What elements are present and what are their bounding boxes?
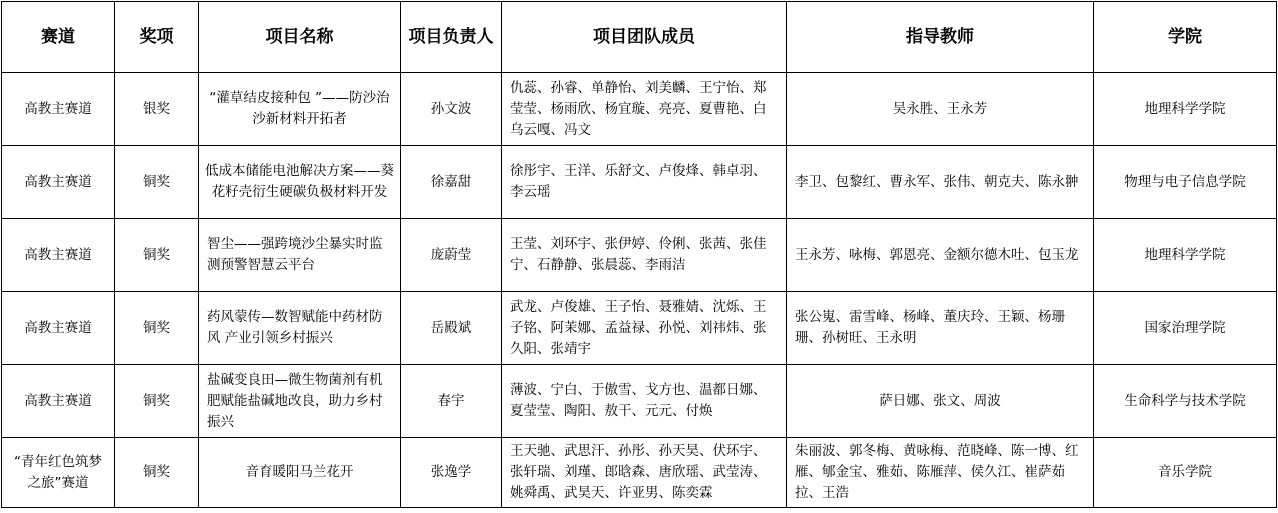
- cell-leader: 孙文波: [401, 73, 502, 146]
- header-advisors: 指导教师: [787, 2, 1094, 73]
- cell-members: 仇蕊、孙睿、单静怡、刘美麟、王宁怡、郑莹莹、杨雨欣、杨宜璇、亮亮、夏曹艳、白乌云嘎、冯文: [502, 73, 787, 146]
- cell-project: 低成本储能电池解决方案——葵花籽壳衍生硬碳负极材料开发: [199, 146, 401, 219]
- cell-advisors: 吴永胜、王永芳: [787, 73, 1094, 146]
- cell-leader: 春宇: [401, 365, 502, 438]
- cell-award: 铜奖: [115, 219, 199, 292]
- cell-advisors: 萨日娜、张文、周波: [787, 365, 1094, 438]
- header-award: 奖项: [115, 2, 199, 73]
- cell-project: 盐碱变良田—微生物菌剂有机肥赋能盐碱地改良，助力乡村振兴: [199, 365, 401, 438]
- header-college: 学院: [1094, 2, 1277, 73]
- cell-track: 高教主赛道: [2, 292, 115, 365]
- cell-college: 地理科学学院: [1094, 219, 1277, 292]
- cell-advisors: 王永芳、咏梅、郭恩亮、金额尔德木吐、包玉龙: [787, 219, 1094, 292]
- cell-college: 生命科学与技术学院: [1094, 365, 1277, 438]
- cell-college: 地理科学学院: [1094, 73, 1277, 146]
- cell-award: 铜奖: [115, 146, 199, 219]
- cell-track: 高教主赛道: [2, 365, 115, 438]
- cell-leader: 岳殿斌: [401, 292, 502, 365]
- table-row: [2, 365, 1277, 438]
- cell-award: 铜奖: [115, 365, 199, 438]
- table-row: [2, 438, 1277, 508]
- table-row: [2, 292, 1277, 365]
- cell-members: 武龙、卢俊雄、王子怡、聂雅婧、沈烁、王子铭、阿茉娜、孟益禄、孙悦、刘祎炜、张久阳、张靖宇: [502, 292, 787, 365]
- cell-members: 徐彤宇、王洋、乐舒文、卢俊烽、韩卓羽、李云瑶: [502, 146, 787, 219]
- cell-leader: 徐嘉甜: [401, 146, 502, 219]
- cell-track: 高教主赛道: [2, 73, 115, 146]
- table-row: [2, 146, 1277, 219]
- cell-project: 音育暖阳马兰花开: [199, 438, 401, 508]
- awards-table: [1, 1, 1277, 508]
- cell-award: 银奖: [115, 73, 199, 146]
- cell-college: 国家治理学院: [1094, 292, 1277, 365]
- header-leader: 项目负责人: [401, 2, 502, 73]
- cell-award: 铜奖: [115, 292, 199, 365]
- cell-advisors: 朱丽波、郭冬梅、黄咏梅、范晓峰、陈一博、红雁、郇金宝、雅茹、陈雁萍、侯久江、崔萨茹拉、王浩: [787, 438, 1094, 508]
- cell-project: 药风蒙传—数智赋能中药材防风 产业引领乡村振兴: [199, 292, 401, 365]
- header-project: 项目名称: [199, 2, 401, 73]
- cell-college: 音乐学院: [1094, 438, 1277, 508]
- cell-project: 智尘——强跨境沙尘暴实时监测预警智慧云平台: [199, 219, 401, 292]
- cell-leader: 庞蔚莹: [401, 219, 502, 292]
- header-row: [2, 2, 1277, 73]
- cell-advisors: 张公嵬、雷雪峰、杨峰、董庆玲、王颖、杨珊珊、孙树旺、王永明: [787, 292, 1094, 365]
- cell-advisors: 李卫、包黎红、曹永军、张伟、朝克夫、陈永翀: [787, 146, 1094, 219]
- table-row: [2, 73, 1277, 146]
- cell-college: 物理与电子信息学院: [1094, 146, 1277, 219]
- table-row: [2, 219, 1277, 292]
- cell-members: 王天驰、武思汗、孙彤、孙天昊、伏环宇、张轩瑞、刘瑾、郎晗森、唐欣瑶、武莹涛、姚舜禹、武昊天、许亚男、陈奕霖: [502, 438, 787, 508]
- cell-track: 高教主赛道: [2, 219, 115, 292]
- header-members: 项目团队成员: [502, 2, 787, 73]
- cell-track: 高教主赛道: [2, 146, 115, 219]
- cell-award: 铜奖: [115, 438, 199, 508]
- header-track: 赛道: [2, 2, 115, 73]
- cell-track: “青年红色筑梦之旅”赛道: [2, 438, 115, 508]
- cell-leader: 张逸学: [401, 438, 502, 508]
- cell-project: “灌草结皮接种包 ”——防沙治沙新材料开拓者: [199, 73, 401, 146]
- cell-members: 王莹、刘环宇、张伊婷、伶俐、张茜、张佳宁、石静静、张晨蕊、李雨洁: [502, 219, 787, 292]
- cell-members: 薄波、宁白、于傲雪、戈方也、温都日娜、夏莹莹、陶阳、敖干、元元、付焕: [502, 365, 787, 438]
